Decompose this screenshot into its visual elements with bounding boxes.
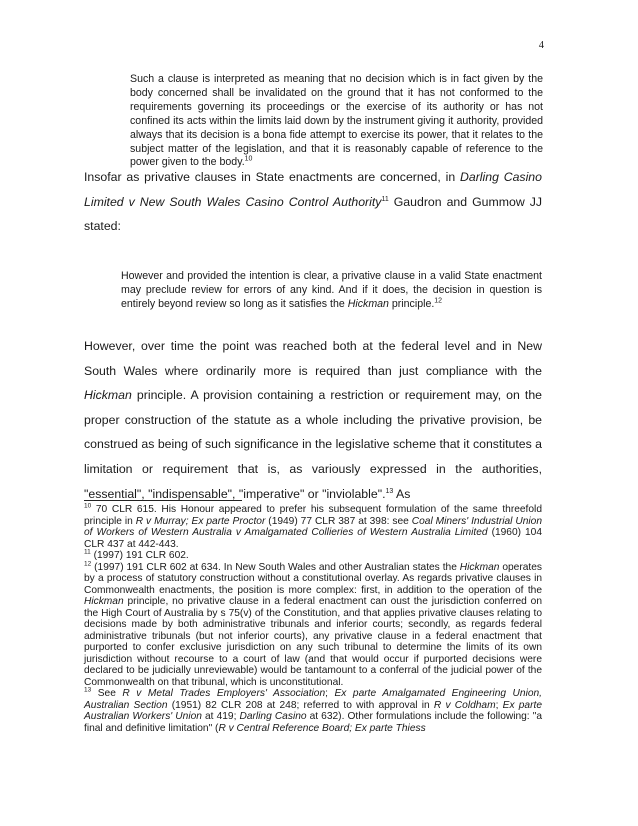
footnote-ref-12[interactable]: 12: [434, 297, 443, 305]
footnote-text: principle, no privative clause in a federal enactment can oust the jurisdiction conferred on the High Court of Australia by s 75(v) of the Constitution, and that applies privative clauses relating to decisions made by both administrative tribunals and inferior courts; secondly, as regards federal administrative tribunals (but not inferior courts), any privative clause in a federal enactment that purported to confer exclusive jurisdiction on any such tribunal to determine the limits of its own jurisdiction without recourse to a court of law (and that would occur if purported decisions were declared to be judicially unreviewable) would be tantamount to a conferral of the judicial power of the Commonwealth on that tribunal, which is unconstitutional.: [84, 596, 542, 688]
block-quote-hickman: [130, 73, 543, 170]
case-name: R v Murray; Ex parte Proctor: [135, 515, 266, 527]
footnote-number: 12: [84, 560, 92, 568]
footnote-13: [84, 688, 542, 734]
case-name: Coal Miners' Industrial Union of Workers of Western Australia v Amalgamated Collieries of Western Australia Limited: [84, 515, 542, 538]
footnote-12: [84, 562, 542, 689]
case-name: R v Metal Trades Employers' Association: [122, 688, 326, 699]
case-name: Hickman: [347, 297, 389, 310]
footnote-text: 70 CLR 615. His Honour appeared to prefer his subsequent formulation of the same threefold principle in: [84, 504, 542, 527]
case-name: Hickman: [84, 388, 132, 403]
paragraph-text: principle. A provision containing a restriction or requirement may, on the proper construction of the statute as a whole including the privative provision, be construed as being of such significance in the legislative scheme that it constitutes a limitation or requirement that is, as variously expressed in the authorities, "essential", "indispensable", "imperative" or "inviolable".: [84, 388, 542, 501]
footnote-ref-10[interactable]: 10: [244, 155, 253, 163]
footnote-text: operates by a process of statutory construction without a constitutional overlay. As regards privative clauses in Commonwealth enactments, the position is more complex: first, in addition to the operation of the: [84, 561, 542, 596]
case-name: R v Central Reference Board; Ex parte Thiess: [218, 722, 426, 734]
case-name: R v Coldham: [433, 699, 496, 711]
case-name: Hickman: [84, 596, 124, 607]
paragraph-text: Gaudron and Gummow JJ stated:: [84, 194, 543, 234]
footnote-divider: [84, 500, 242, 501]
footnote-text: (1997) 191 CLR 602.: [90, 550, 189, 561]
block-quote-gaudron-gummow: [121, 270, 542, 312]
footnote-text: ;: [495, 699, 503, 711]
footnotes: [84, 504, 542, 734]
quote-text: Such a clause is interpreted as meaning that no decision which is in fact given by the body concerned shall be invalidated on the ground that it has not conformed to the requirements governing its proceedings or the exercise of its authority or has not confined its acts within the limits laid down by the instrument giving it authority, provided always that its decision is a bona fide attempt to exercise its power, that it relates to the subject matter of the legislation, and that it is reasonably capable of reference to the power given to the body.: [130, 73, 543, 169]
page-number: 4: [538, 40, 544, 51]
paragraph-text: Insofar as privative clauses in State enactments are concerned, in: [84, 170, 460, 184]
footnote-text: See: [91, 688, 123, 699]
footnote-text: (1960) 104 CLR 437 at 442-443.: [84, 527, 542, 550]
paragraph-federal-level: [84, 334, 542, 506]
footnote-text: ;: [325, 688, 335, 699]
quote-text: principle.: [388, 297, 435, 310]
paragraph-text: As: [393, 486, 411, 501]
footnote-text: at 632). Other formulations include the following: "a final and definitive limitation" (: [84, 711, 542, 734]
case-name: Ex parte Australian Workers' Union: [84, 699, 542, 722]
footnote-ref-13[interactable]: 13: [385, 487, 394, 495]
footnote-text: at 419;: [201, 711, 240, 722]
case-name: Darling Casino Limited v New South Wales Casino Control Authority: [84, 170, 542, 209]
footnote-number: 13: [84, 686, 92, 694]
footnote-10: [84, 504, 542, 550]
paragraph-darling-casino: [84, 165, 542, 239]
footnote-11: [84, 550, 542, 562]
case-name: Darling Casino: [239, 711, 307, 722]
quote-text: However and provided the intention is clear, a privative clause in a valid State enactment may preclude review for errors of any kind. And if it does, the decision in question is entirely beyond review so long as it satisfies the: [121, 270, 542, 310]
case-name: Ex parte Amalgamated Engineering Union, Australian Section: [84, 688, 543, 711]
footnote-text: (1997) 191 CLR 602 at 634. In New South Wales and other Australian states the: [91, 561, 460, 573]
footnote-text: (1951) 82 CLR 208 at 248; referred to with approval in: [167, 699, 434, 711]
footnote-number: 10: [84, 502, 92, 510]
paragraph-text: However, over time the point was reached both at the federal level and in New South Wales where ordinarily more is required than just compliance with the: [84, 339, 542, 378]
case-name: Hickman: [459, 561, 500, 573]
footnote-text: (1949) 77 CLR 387 at 398: see: [265, 515, 412, 527]
footnote-ref-11[interactable]: 11: [381, 195, 389, 203]
footnote-number: 11: [84, 548, 91, 556]
